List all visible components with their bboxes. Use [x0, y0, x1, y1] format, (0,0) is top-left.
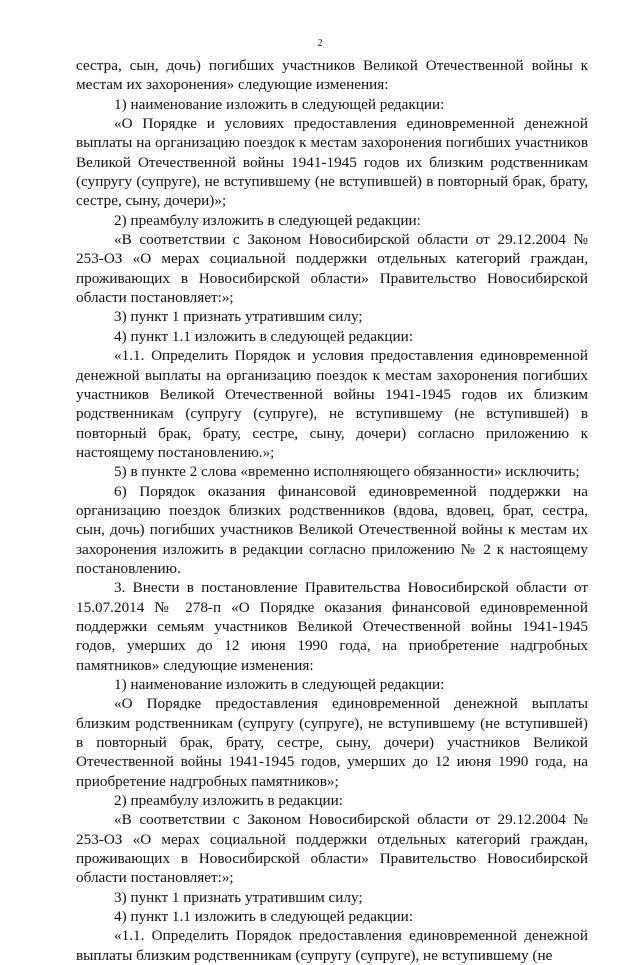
paragraph: 3) пункт 1 признать утратившим силу;: [114, 888, 363, 906]
paragraph: 4) пункт 1.1 изложить в следующей редакции:: [114, 908, 414, 926]
paragraph: 5) в пункте 2 слова «временно исполняющего обязанности» исключить;: [114, 463, 580, 481]
paragraph: «О Порядке и условиях предоставления единовременной денежной выплаты на организацию поездок к местам захоронения погибших участников Великой Отечественной войны 1941-1945 годов их близким родственникам (супругу (супруге), не вступившему (не вступившей) в повторный брак, брату, сестре, сыну, дочери)»;: [76, 115, 588, 210]
paragraph: «О Порядке предоставления единовременной денежной выплаты близким родственникам (супругу (супруге), не вступившему (не вступившей) в повторный брак, брату, сестре, сыну, дочери) участников Великой Отечественной войны 1941-1945 годов, умерших до 12 июня 1990 года, на приобретение надгробных памятников»;: [76, 695, 588, 790]
paragraph: 2) преамбулу изложить в следующей редакции:: [114, 211, 421, 229]
paragraph: «В соответствии с Законом Новосибирской области от 29.12.2004 № 253-ОЗ «О мерах социальной поддержки отдельных категорий граждан, проживающих в Новосибирской области» Правительство Новосибирской области постановляет:»;: [76, 231, 588, 307]
paragraph: 2) преамбулу изложить в редакции:: [114, 792, 343, 810]
paragraph: 3. Внести в постановление Правительства Новосибирской области от 15.07.2014 № 278-п «О Порядке оказания финансовой единовременной поддержки семьям участников Великой Отечественной войны 1941-1945 годов, умерших до 12 июня 1990 года, на приобретение надгробных памятников» следующие изменения:: [76, 579, 588, 674]
paragraph: 1) наименование изложить в следующей редакции:: [114, 676, 445, 693]
paragraph: 6) Порядок оказания финансовой единовременной поддержки на организацию поездок близких родственников (вдова, вдовец, брат, сестра, сын, дочь) погибших участников Великой Отечественной войны к местам их захоронения изложить в редакции согласно приложению № 2 к настоящему постановлению.: [76, 482, 588, 577]
paragraph: 3) пункт 1 признать утратившим силу;: [114, 308, 363, 326]
page-number: 2: [317, 38, 323, 49]
paragraph: сестра, сын, дочь) погибших участников Великой Отечественной войны к местам их захоронения» следующие изменения:: [76, 57, 588, 94]
paragraph: «1.1. Определить Порядок и условия предоставления единовременной денежной выплаты на организацию поездок к местам захоронения погибших участников Великой Отечественной войны 1941-1945 годов их близким родственникам (супругу (супруге), не вступившему (не вступившей) в повторный брак, брату, сестре, сыну, дочери) согласно приложению к настоящему постановлению.»;: [76, 347, 588, 461]
document-body: [76, 56, 588, 965]
paragraph: 1) наименование изложить в следующей редакции:: [114, 95, 445, 113]
paragraph: «В соответствии с Законом Новосибирской области от 29.12.2004 № 253-ОЗ «О мерах социальной поддержки отдельных категорий граждан, проживающих в Новосибирской области» Правительство Новосибирской области постановляет:»;: [76, 811, 588, 887]
paragraph: 4) пункт 1.1 изложить в следующей редакции:: [114, 327, 414, 345]
paragraph: «1.1. Определить Порядок предоставления единовременной денежной выплаты близким родственникам (супругу (супруге), не вступившему (не: [76, 927, 588, 964]
